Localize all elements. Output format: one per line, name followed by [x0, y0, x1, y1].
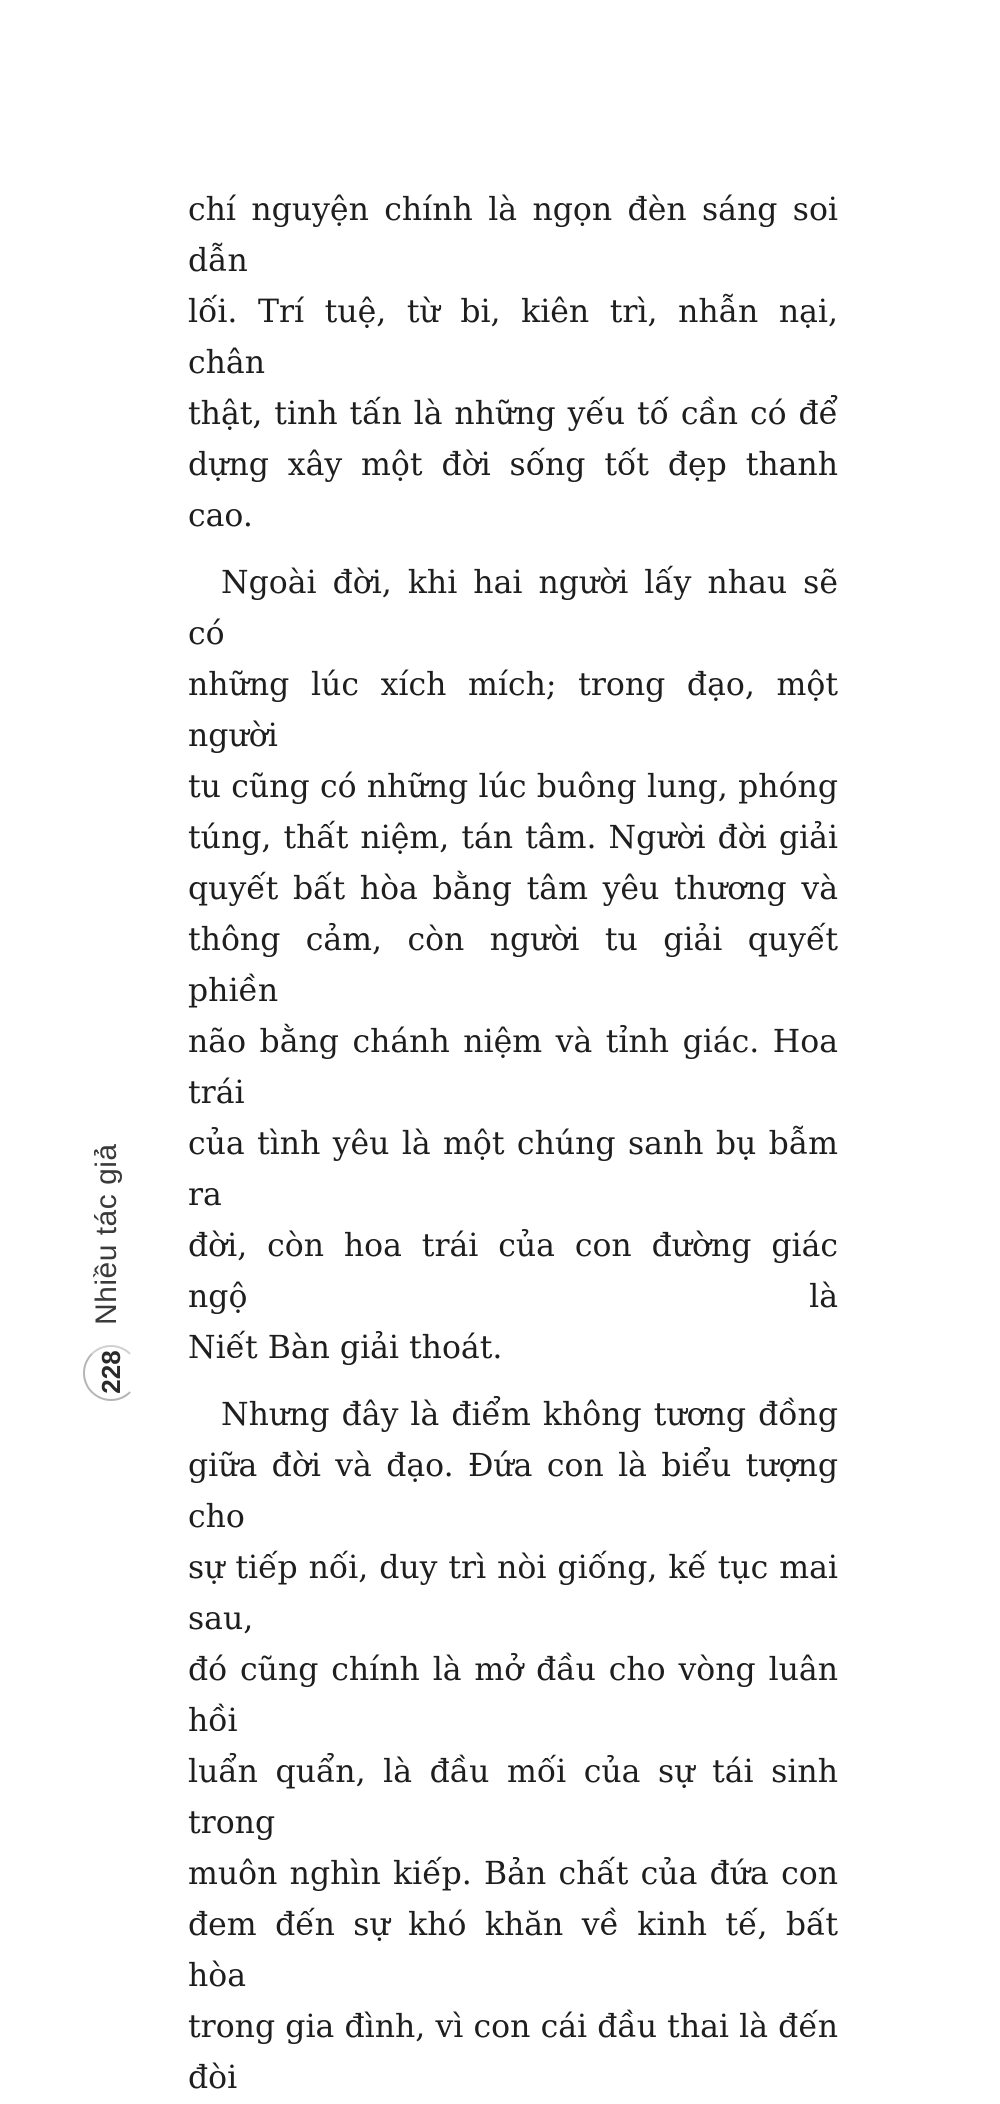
paragraph-2: [188, 558, 838, 1374]
paragraph-line: túng, thất niệm, tán tâm. Người đời giải: [188, 820, 838, 856]
paragraph-line: lối. Trí tuệ, từ bi, kiên trì, nhẫn nại, chân: [188, 294, 838, 381]
paragraph-line: thông cảm, còn người tu giải quyết phiền: [188, 922, 838, 1009]
paragraph-line: đem đến sự khó khăn về kinh tế, bất hòa: [188, 1907, 838, 1994]
page-number: 228: [95, 1350, 126, 1394]
paragraph-line: giữa đời và đạo. Đứa con là biểu tượng cho: [188, 1448, 838, 1535]
paragraph-line: đời, còn hoa trái của con đường giác ngộ là: [188, 1228, 838, 1315]
body-text: [188, 185, 838, 2104]
paragraph-line: sự tiếp nối, duy trì nòi giống, kế tục mai sau,: [188, 1550, 838, 1637]
paragraph-line: luẩn quẩn, là đầu mối của sự tái sinh trong: [188, 1754, 838, 1841]
paragraph-1: [188, 185, 838, 542]
paragraph-line: dựng xây một đời sống tốt đẹp thanh cao.: [188, 447, 838, 534]
paragraph-line: Ngoài đời, khi hai người lấy nhau sẽ có: [188, 565, 838, 652]
paragraph-line: Niết Bàn giải thoát.: [188, 1330, 503, 1366]
paragraph-line: thật, tinh tấn là những yếu tố cần có để: [188, 396, 838, 432]
paragraph-line: Nhưng đây là điểm không tương đồng: [221, 1397, 838, 1433]
paragraph-line: những lúc xích mích; trong đạo, một người: [188, 667, 838, 754]
paragraph-line: não bằng chánh niệm và tỉnh giác. Hoa trái: [188, 1024, 838, 1111]
paragraph-line: của tình yêu là một chúng sanh bụ bẫm ra: [188, 1126, 838, 1213]
page-number-badge: [83, 1345, 139, 1401]
paragraph-3: [188, 1390, 838, 2104]
paragraph-line: quyết bất hòa bằng tâm yêu thương và: [188, 871, 838, 907]
paragraph-line: đó cũng chính là mở đầu cho vòng luân hồi: [188, 1652, 838, 1739]
paragraph-line: trong gia đình, vì con cái đầu thai là đến đòi: [188, 2009, 838, 2096]
paragraph-line: chí nguyện chính là ngọn đèn sáng soi dẫn: [188, 192, 838, 279]
paragraph-line: muôn nghìn kiếp. Bản chất của đứa con: [188, 1856, 838, 1892]
paragraph-line: tu cũng có những lúc buông lung, phóng: [188, 769, 838, 805]
author-running-head: Nhiều tác giả: [90, 1143, 123, 1325]
